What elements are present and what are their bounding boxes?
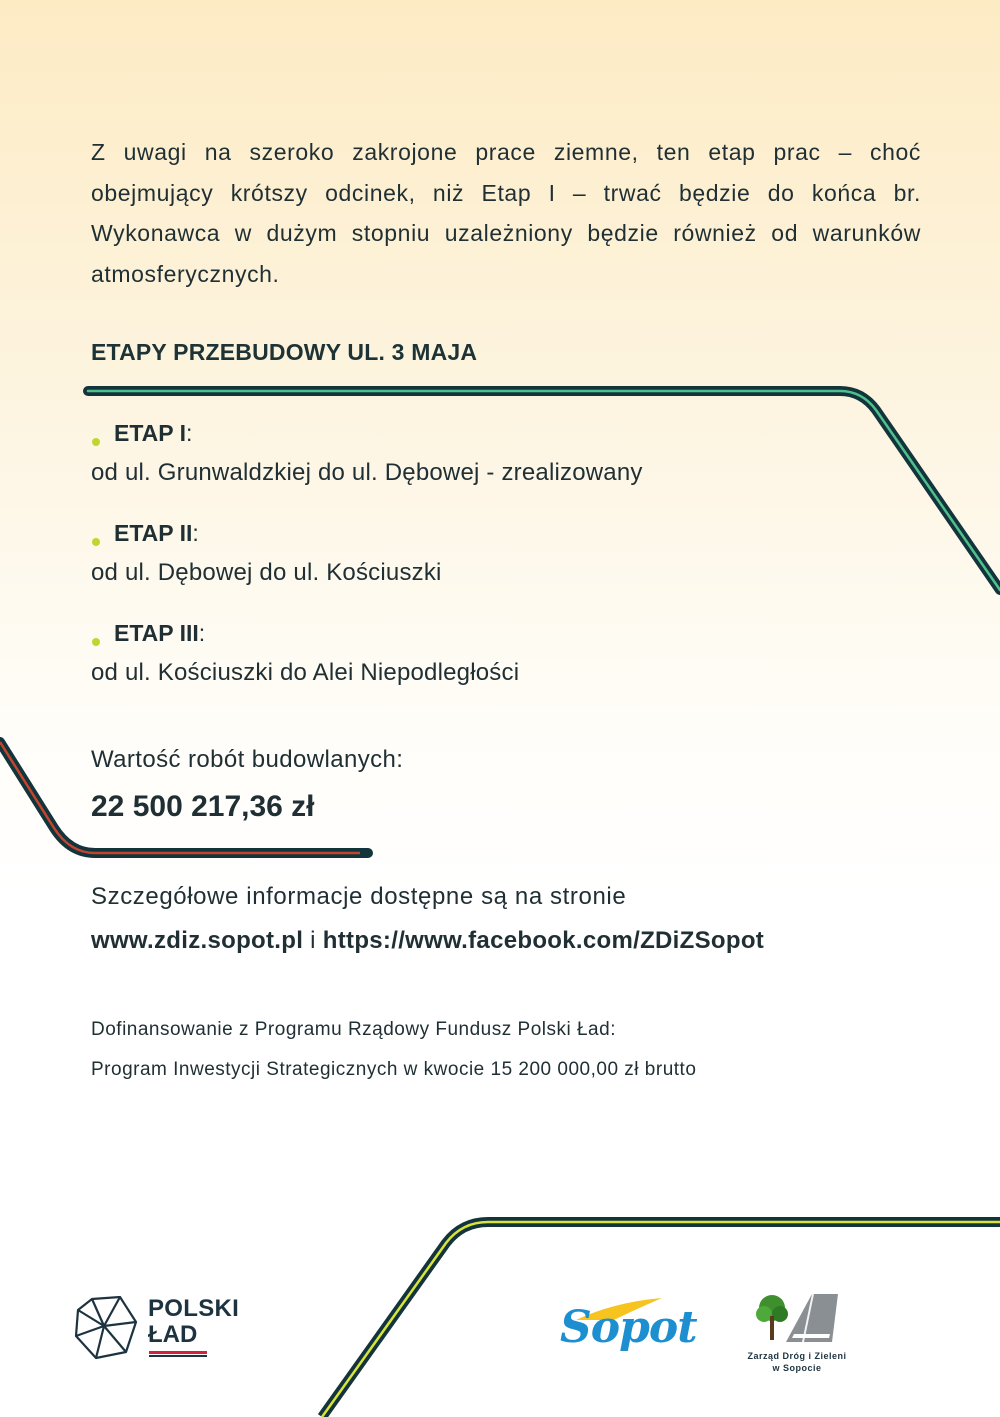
bullet-dot-icon [92,638,100,646]
stage-description: od ul. Dębowej do ul. Kościuszki [91,559,442,586]
zdiz-logo [732,1292,862,1376]
polski-lad-text-1: POLSKI [148,1295,240,1322]
stage-name: ETAP III [114,620,199,646]
funding-line-1: Dofinansowanie z Programu Rządowy Fundusz Polski Ład: [91,1019,616,1040]
stage-colon: : [192,520,199,546]
value-label: Wartość robót budowlanych: [91,746,404,773]
sopot-logo [560,1292,697,1372]
zdiz-text-1: Zarząd Dróg i Zieleni [747,1351,847,1361]
website-link[interactable]: www.zdiz.sopot.pl [91,927,304,954]
facebook-link[interactable]: https://www.facebook.com/ZDiZSopot [322,927,765,954]
stage-description: od ul. Grunwaldzkiej do ul. Dębowej - zrealizowany [91,459,643,486]
lad-navy-stripe [149,1355,207,1357]
links-separator: i [303,927,323,954]
stage-item [91,417,643,489]
polski-lad-logo [74,1296,254,1362]
zdiz-text-2: w Sopocie [772,1363,822,1373]
section-title: ETAPY PRZEBUDOWY UL. 3 MAJA [91,339,478,365]
stage-name: ETAP I [114,420,186,446]
info-text: Szczegółowe informacje dostępne są na stronie [91,883,627,910]
polski-lad-emblem-icon [74,1296,138,1360]
zdiz-tree-road-icon [752,1292,842,1344]
stage-colon: : [198,620,206,646]
lad-red-stripe [149,1351,207,1354]
funding-line-2: Program Inwestycji Strategicznych w kwocie 15 200 000,00 zł brutto [91,1059,697,1080]
intro-paragraph: Z uwagi na szeroko zakrojone prace ziemne, ten etap prac – choć obejmujący krótszy odcinek, niż Etap I – trwać będzie do końca br. Wykonawca w dużym stopniu uzależniony będzie również od warunków atmosferycznych. [91,139,921,287]
stage-name: ETAP II [114,520,193,546]
funding-note [91,1010,696,1090]
bullet-dot-icon [92,538,100,546]
stage-description: od ul. Kościuszki do Alei Niepodległości [91,659,520,686]
sopot-text: Sopot [560,1302,697,1353]
value-amount: 22 500 217,36 zł [91,790,315,823]
links-line [91,927,764,955]
polski-lad-text-2: ŁAD [148,1321,198,1348]
stage-colon: : [186,420,193,446]
stage-item [91,517,442,589]
stage-item [91,617,519,689]
bullet-dot-icon [92,438,100,446]
